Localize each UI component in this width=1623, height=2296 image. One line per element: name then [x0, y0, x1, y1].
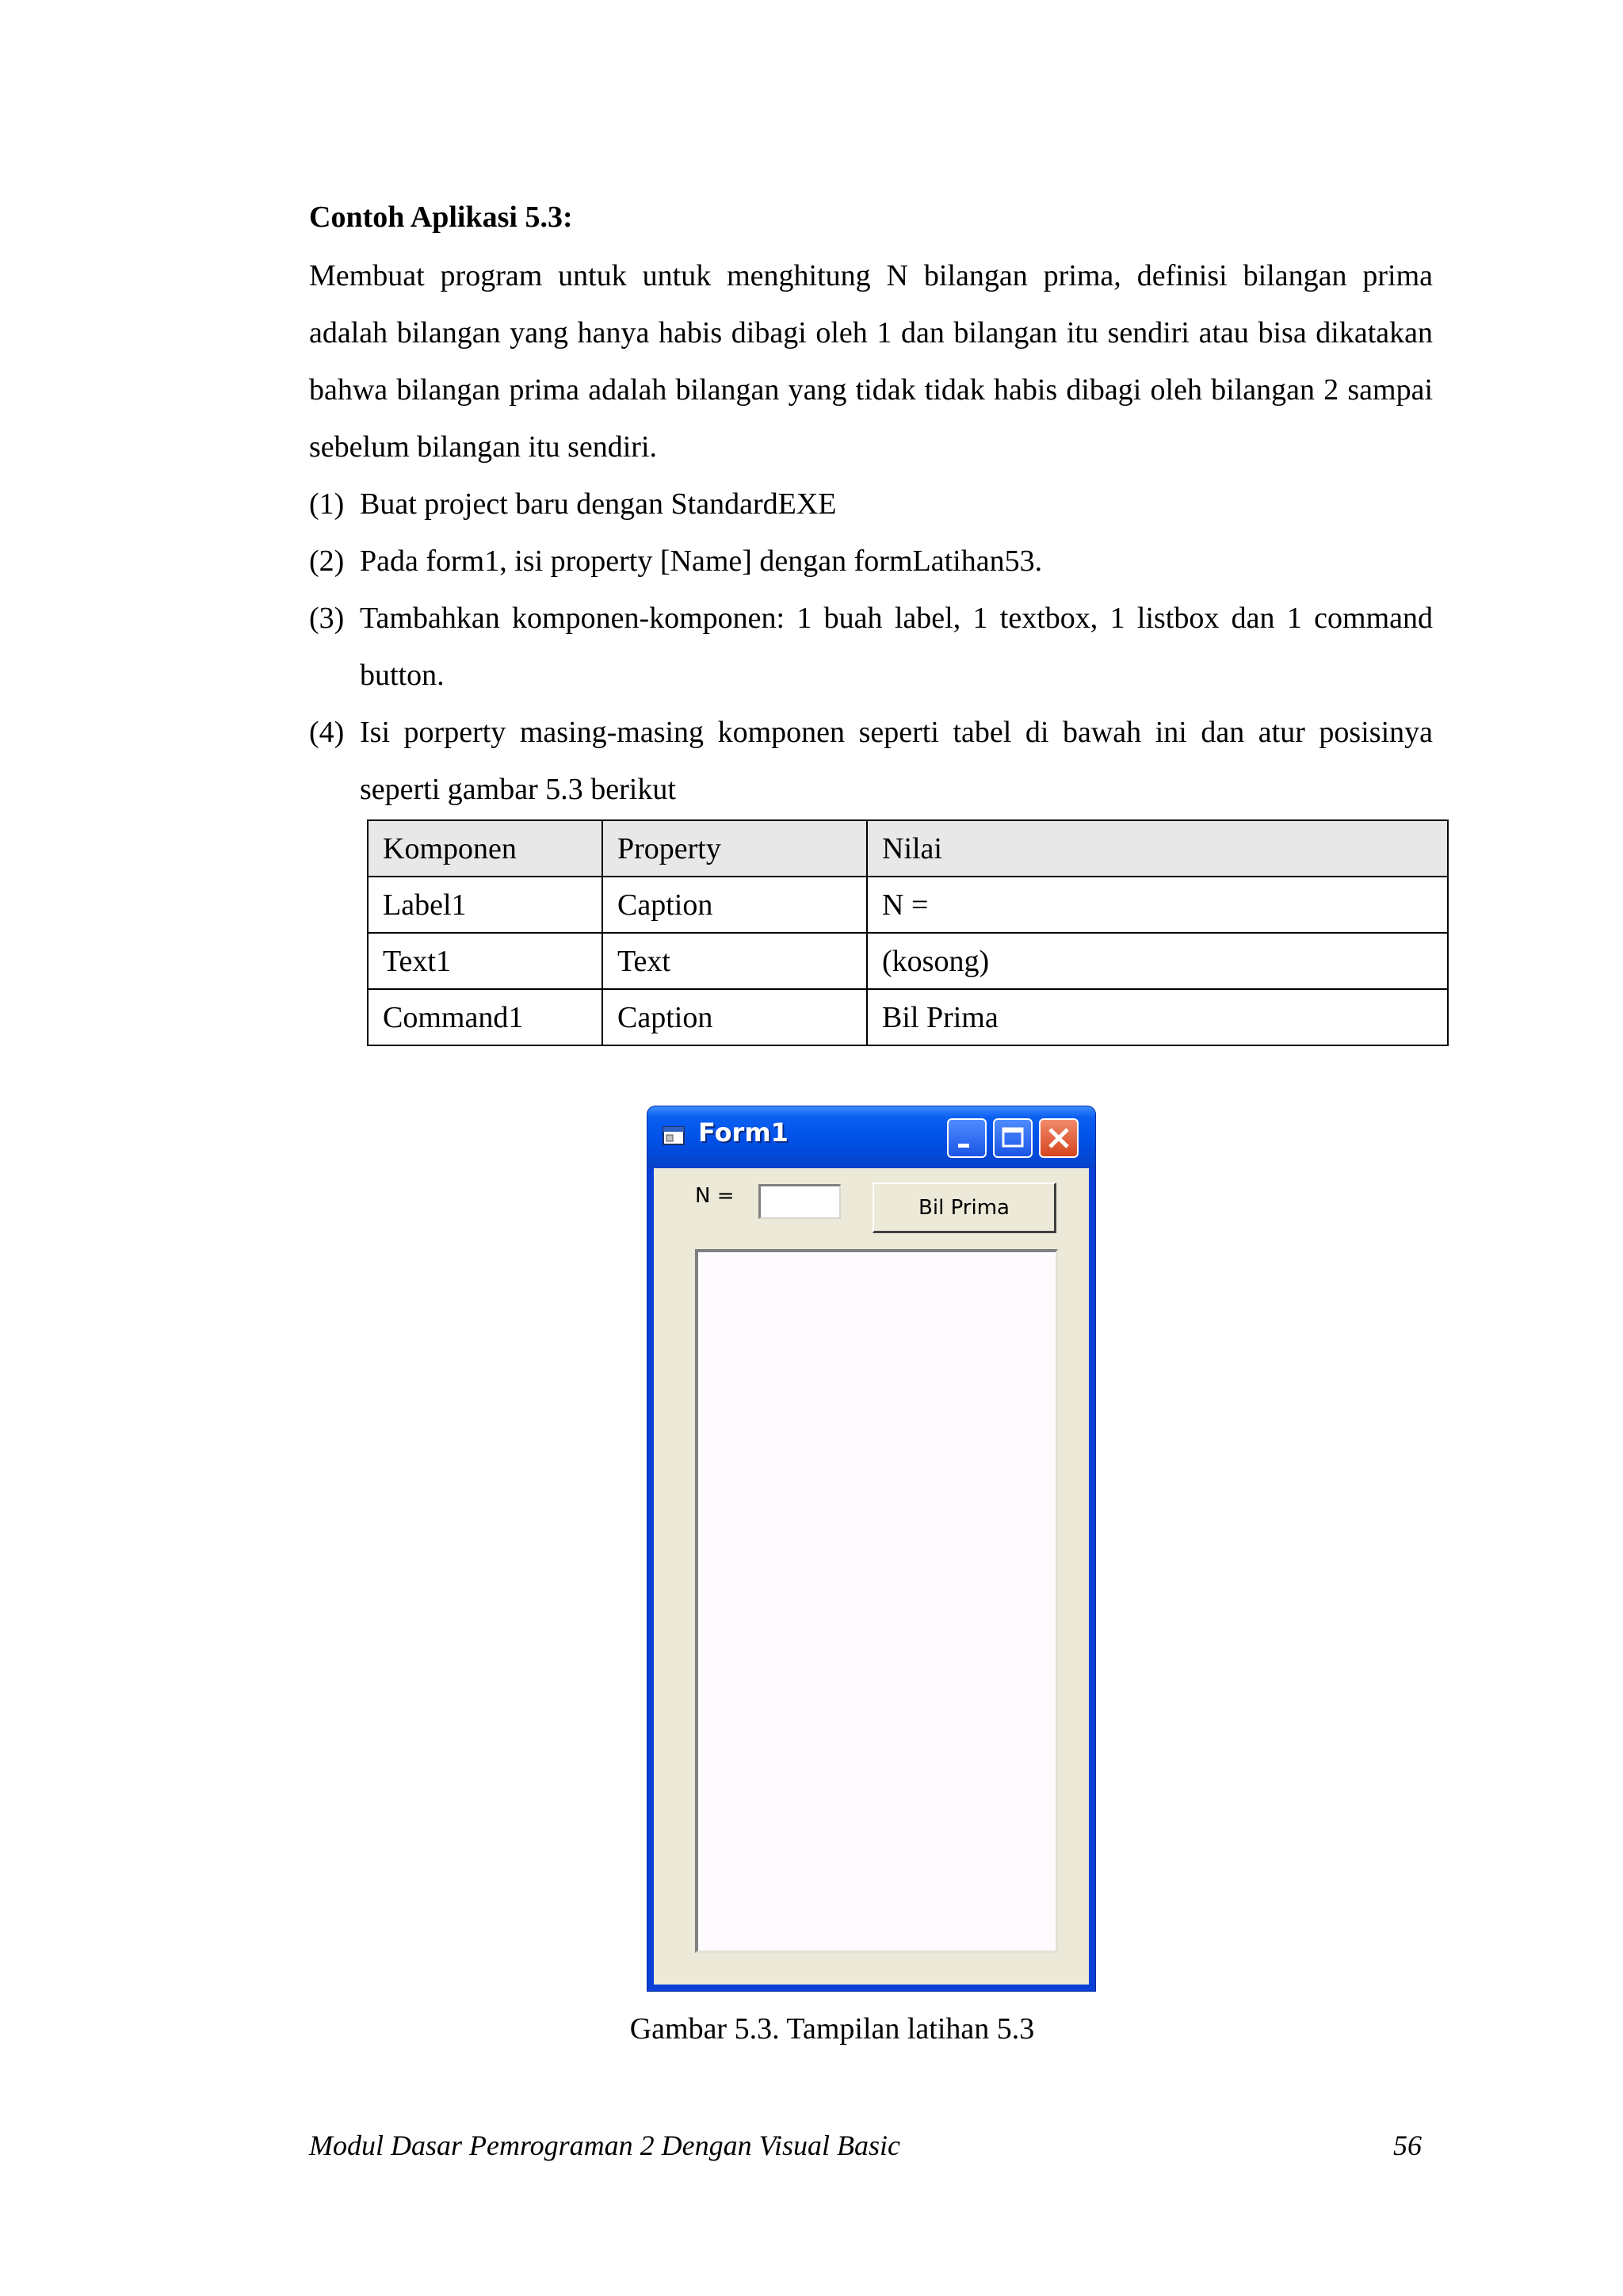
step-text: Pada form1, isi property [Name] dengan formLatihan53. [360, 544, 1043, 578]
close-button[interactable] [1039, 1118, 1079, 1158]
list-item [309, 476, 1433, 533]
table-header-cell: Nilai [867, 820, 1448, 877]
step-number: (1) [309, 487, 345, 521]
table-cell: Label1 [368, 877, 602, 933]
table-cell: Caption [602, 877, 867, 933]
list-item [309, 533, 1433, 590]
table-header-cell: Property [602, 820, 867, 877]
table-row [368, 989, 1448, 1045]
step-number: (4) [309, 716, 345, 749]
window-title: Form1 [698, 1117, 789, 1148]
list-item [309, 590, 1433, 704]
footer-title: Modul Dasar Pemrograman 2 Dengan Visual Basic [309, 2130, 900, 2161]
page-number: 56 [1393, 2130, 1422, 2161]
result-listbox[interactable] [695, 1249, 1058, 1953]
window-titlebar[interactable] [647, 1106, 1095, 1168]
minimize-icon [949, 1120, 985, 1156]
close-icon [1041, 1120, 1077, 1156]
steps-list [309, 476, 1433, 818]
table-cell: Caption [602, 989, 867, 1045]
maximize-icon [995, 1120, 1031, 1156]
step-number: (3) [309, 602, 345, 635]
step-text: Isi porperty masing-masing komponen seperti tabel di bawah ini dan atur posisinya seperti gambar 5.3 berikut [360, 716, 1433, 806]
list-item [309, 704, 1433, 818]
table-row [368, 933, 1448, 989]
section-heading: Contoh Aplikasi 5.3: [309, 201, 573, 234]
property-table [367, 819, 1449, 1046]
form-window-icon [662, 1124, 687, 1148]
maximize-button[interactable] [993, 1118, 1033, 1158]
table-cell: (kosong) [867, 933, 1448, 989]
minimize-button[interactable] [947, 1118, 987, 1158]
table-row [368, 877, 1448, 933]
table-cell: Text1 [368, 933, 602, 989]
form-client-area [654, 1168, 1089, 1985]
figure-caption: Gambar 5.3. Tampilan latihan 5.3 [629, 2012, 1035, 2046]
table-header-cell: Komponen [368, 820, 602, 877]
n-label: N = [695, 1184, 735, 1208]
n-textbox[interactable] [758, 1184, 841, 1219]
table-cell: Text [602, 933, 867, 989]
intro-paragraph: Membuat program untuk untuk menghitung N bilangan prima, definisi bilangan prima adalah bilangan yang hanya habis dibagi oleh 1 dan bilangan itu sendiri atau bisa dikatakan bahwa bilangan prima adalah bilangan yang tidak tidak habis dibagi oleh bilangan 2 sampai sebelum bilangan itu sendiri. [309, 259, 1433, 464]
step-text: Tambahkan komponen-komponen: 1 buah label, 1 textbox, 1 listbox dan 1 command button. [360, 602, 1433, 692]
table-cell: N = [867, 877, 1448, 933]
form1-window [647, 1106, 1095, 1991]
table-header-row [368, 820, 1448, 877]
table-cell: Command1 [368, 989, 602, 1045]
step-text: Buat project baru dengan StandardEXE [360, 487, 837, 521]
bil-prima-button[interactable]: Bil Prima [873, 1182, 1056, 1233]
step-number: (2) [309, 544, 345, 578]
table-cell: Bil Prima [867, 989, 1448, 1045]
